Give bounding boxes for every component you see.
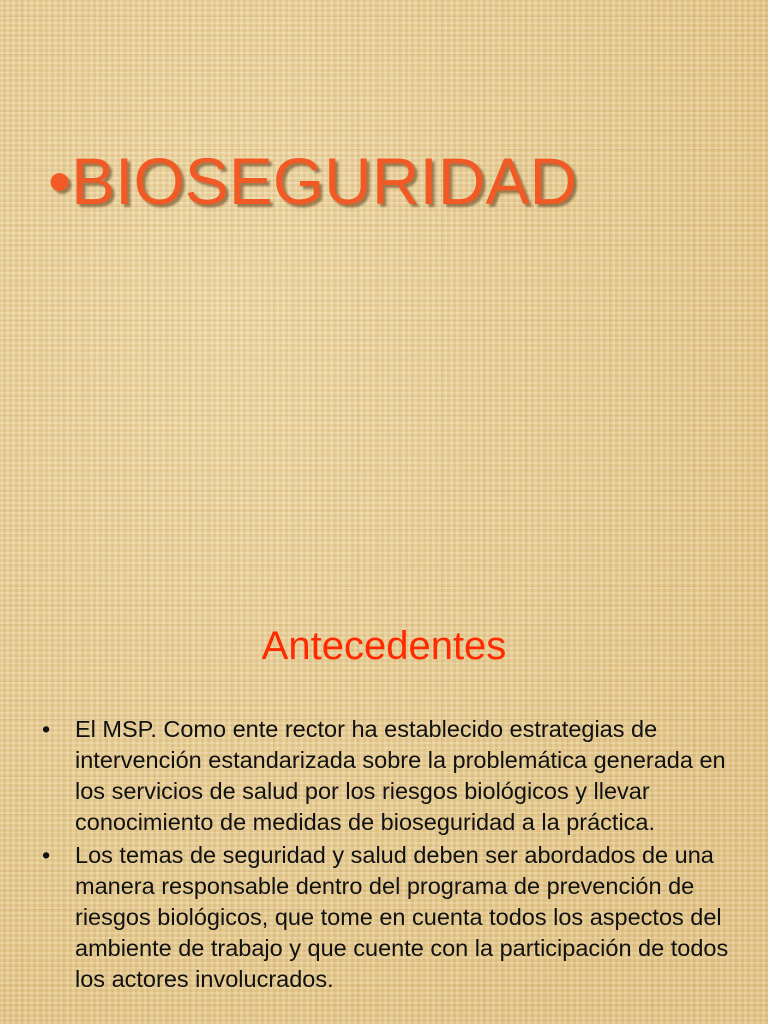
title-text: BIOSEGURIDAD [71,144,578,218]
title-bullet: • [48,144,72,218]
section-heading: Antecedentes [261,624,507,668]
bullet-marker: • [42,716,51,742]
bullet-text: El MSP. Como ente rector ha establecido estrategias de intervención estandarizada sobre la problemática generada en los servicios de salud por los riesgos biológicos y llevar conocimiento de medidas de bioseguridad a la práctica. [75,716,726,835]
bullet-list [42,714,742,997]
slide-title [48,143,577,219]
bullet-item [42,714,742,838]
bullet-text: Los temas de seguridad y salud deben ser abordados de una manera responsable dentro del programa de prevención de riesgos biológicos, que tome en cuenta todos los aspectos del ambiente de trabajo y que cuente con la participación de todos los actores involucrados. [75,842,729,992]
bullet-item [42,840,742,995]
bullet-marker: • [42,842,51,868]
